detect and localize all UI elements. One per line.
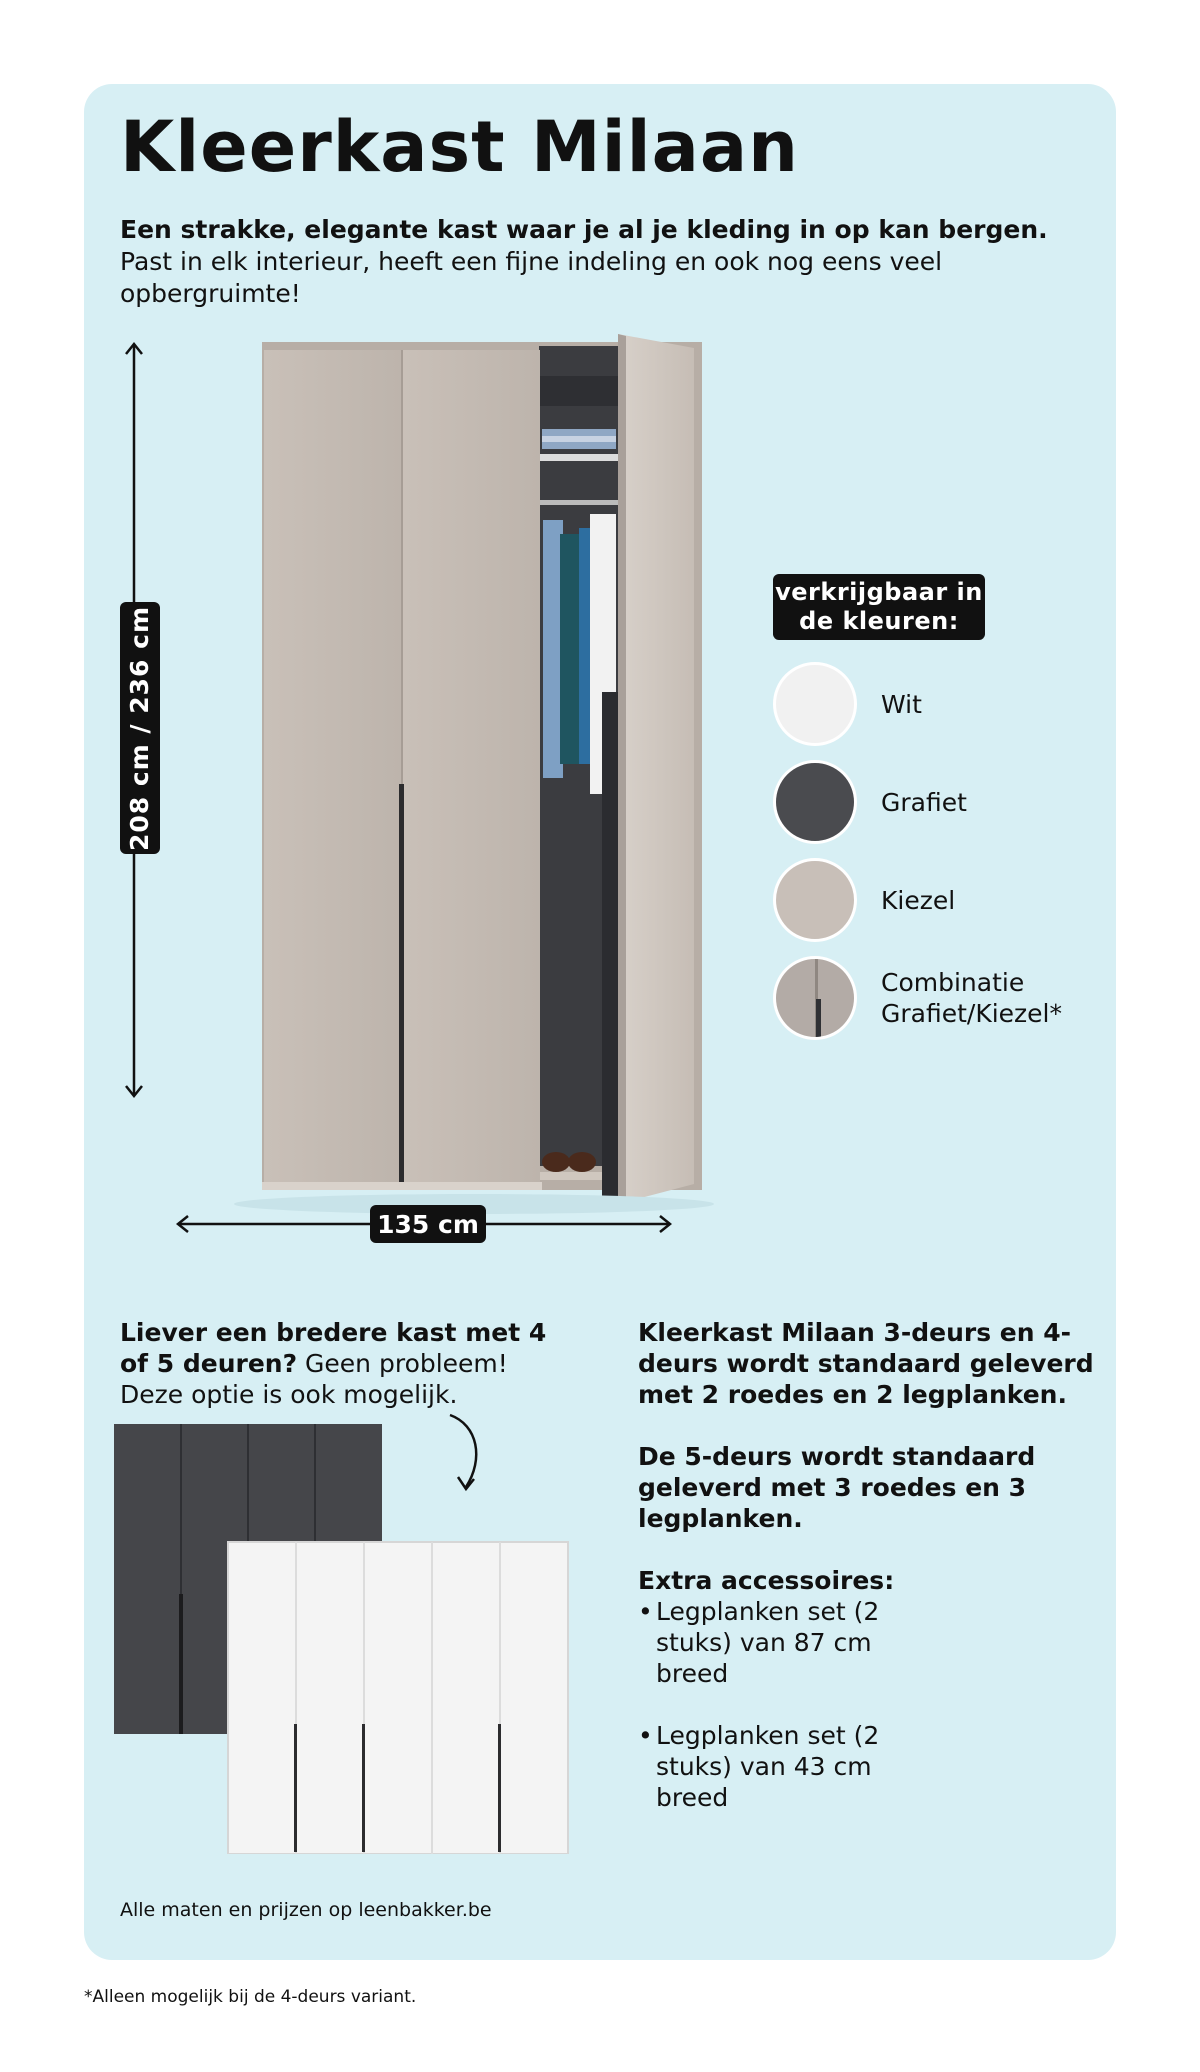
intro-bold: Een strakke, elegante kast waar je al je kleding in op kan bergen. [120,215,1048,244]
page-title: Kleerkast Milaan [120,106,799,188]
intro-regular: Past in elk interieur, heeft een fijne indeling en ook nog eens veel opbergruimte! [120,247,943,308]
accessory-item [638,1720,1098,1813]
color-label-grafiet: Grafiet [881,787,967,817]
color-option-combinatie [773,956,1101,1040]
colors-heading: verkrijgbaar in de kleuren: [773,574,985,640]
color-label-wit: Wit [881,689,922,719]
swatch-kiezel [773,858,857,942]
height-dimension-text: 208 cm / 236 cm [125,605,155,851]
wardrobe-variants-image [114,1424,584,1854]
height-dimension [120,602,160,854]
product-card [84,84,1116,1960]
wider-regular: Geen probleem! Deze optie is ook mogelijk. [120,1349,508,1409]
accessory-label: Legplanken set (2 stuks) van 87 cm breed [656,1597,880,1688]
color-option-grafiet [773,760,967,844]
bullet-icon: • [638,1721,653,1750]
color-label-kiezel: Kiezel [881,885,956,915]
accessory-label: Legplanken set (2 stuks) van 43 cm breed [656,1721,880,1812]
standard-equipment-3-4-door: Kleerkast Milaan 3-deurs en 4-deurs wordt standaard geleverd met 2 roedes en 2 legplanken. [638,1318,1094,1409]
footnote: *Alleen mogelijk bij de 4-deurs variant. [84,1987,417,2007]
wider-option-text [120,1317,550,1410]
intro-text [120,214,1080,310]
accessories-title: Extra accessoires: [638,1566,895,1595]
color-option-wit [773,662,922,746]
extra-accessories [638,1565,1098,1813]
wardrobe-illustration [84,314,1116,1314]
standard-equipment-5-door: De 5-deurs wordt standaard geleverd met 3 roedes en 3 legplanken. [638,1442,1036,1533]
wider-bold: Liever een bredere kast met 4 of 5 deuren? [120,1318,547,1378]
bullet-icon: • [638,1597,653,1626]
swatch-grafiet [773,760,857,844]
width-dimension: 135 cm [370,1205,486,1243]
color-option-kiezel [773,858,955,942]
swatch-combinatie [773,956,857,1040]
wardrobe-image [174,334,734,1234]
accessory-item [638,1596,1098,1689]
footer-note: Alle maten en prijzen op leenbakker.be [120,1899,492,1921]
swatch-wit [773,662,857,746]
color-label-combinatie: Combinatie Grafiet/Kiezel* [881,968,1062,1028]
